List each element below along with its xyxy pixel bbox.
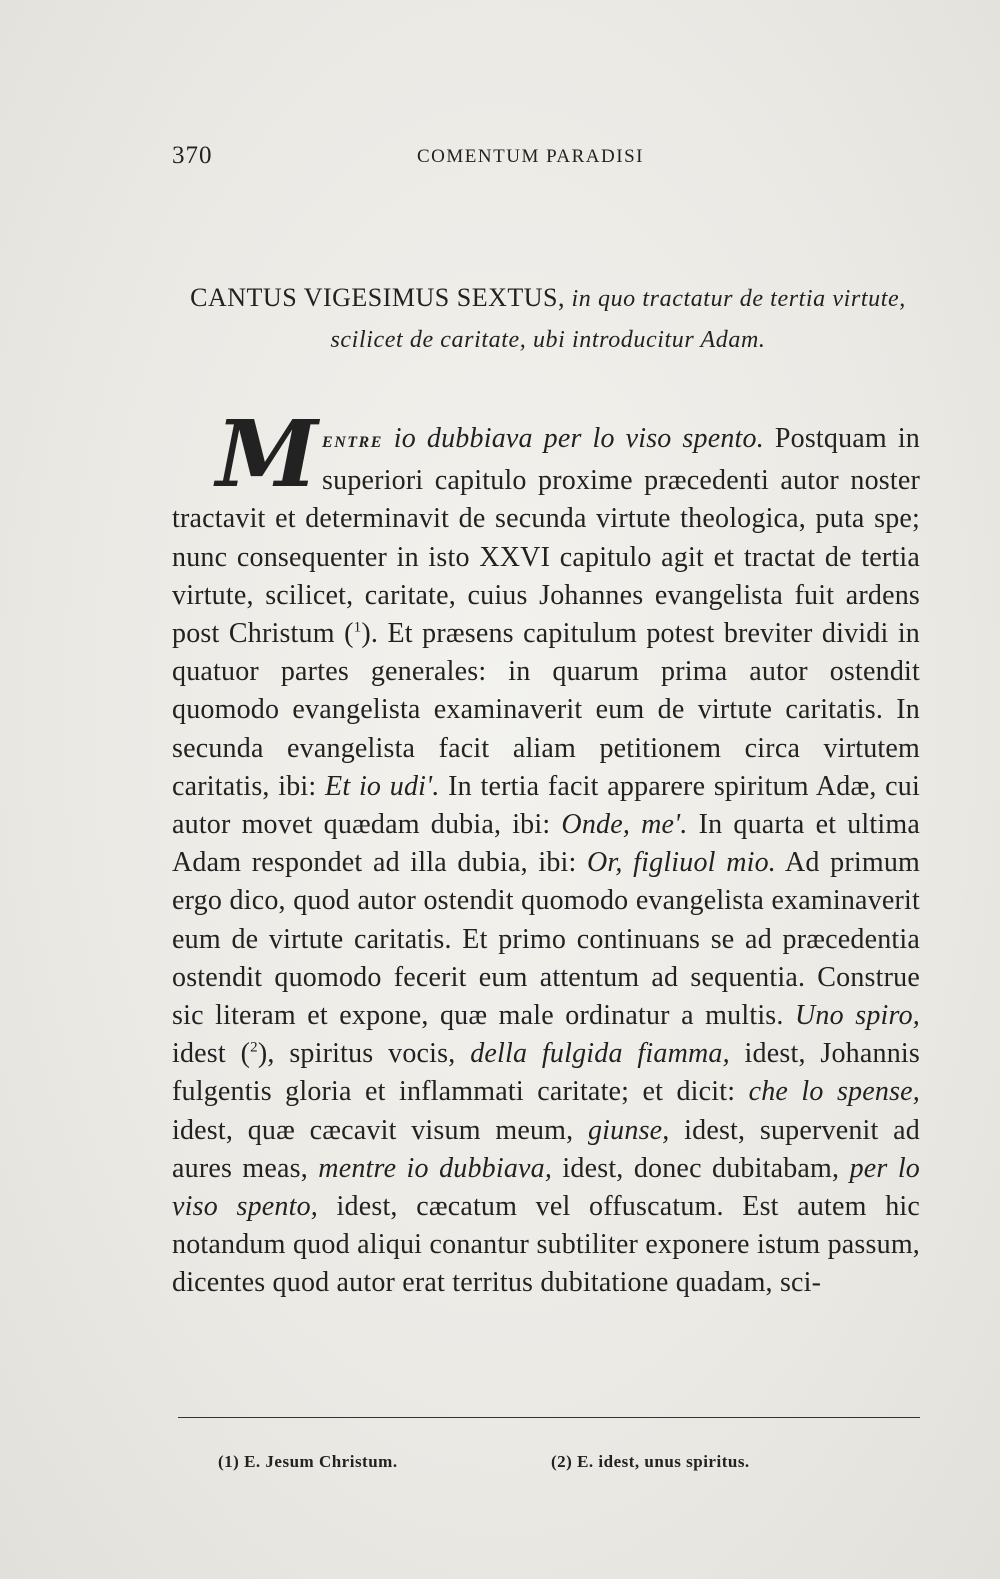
footnote-ref-1: 1 [353, 619, 362, 636]
quote-segment: mentre io dubbiava, [318, 1152, 553, 1184]
quote-segment: per lo viso spento, [172, 1152, 921, 1223]
footnote-2: (2) E. idest, unus spiritus. [551, 1452, 750, 1471]
incipit-smallcaps: ENTRE [322, 434, 383, 451]
drop-cap: M [216, 400, 319, 508]
text-segment: idest ( [172, 1038, 251, 1070]
quote-segment: Onde, me'. [561, 809, 688, 841]
text-segment: Ad primum ergo dico, quod autor ostendit quomodo evangelista examinaverit eum de virtute caritatis. Et primo continuans se ad præcedentia ostendit quomodo fecerit eum attentum ad sequentia. Construe sic literam et expone, quæ male ordinatur a multis. [172, 847, 921, 1032]
canto-subtitle: in quo tractatur de tertia virtute, scilicet de caritate, ubi introducitur Adam. [330, 286, 906, 353]
quote-segment: giunse, [587, 1114, 670, 1146]
page-header [172, 142, 920, 176]
page-number: 370 [172, 142, 213, 169]
quote-segment: della fulgida fiamma, [470, 1038, 730, 1070]
text-segment: idest, supervenit ad aures meas, [172, 1114, 920, 1184]
quote-segment: Or, figliuol mio. [587, 847, 776, 879]
quote-segment: Uno spiro, [795, 1000, 920, 1032]
text-segment: idest, donec dubitabam, [552, 1152, 850, 1184]
footnote-ref-2: 2 [250, 1039, 258, 1056]
footnote-divider [178, 1417, 920, 1418]
text-segment: idest, cæcatum vel offuscatum. Est autem hic notandum quod aliqui conantur subtiliter exponere istum passum, dicentes quod autor erat territus dubitatione quadam, sci- [172, 1191, 921, 1299]
text-segment: ), spiritus vocis, [257, 1038, 471, 1070]
commentary-text [172, 400, 921, 1303]
text-segment: idest, Johannis fulgentis gloria et inflammati caritate; et dicit: [172, 1038, 920, 1108]
running-title: COMENTUM PARADISI [417, 146, 644, 167]
quote-segment: che lo spense, [748, 1076, 920, 1108]
canto-title: CANTUS VIGESIMUS SEXTUS, [190, 283, 566, 312]
text-segment: Postquam in superiori capitulo proxime præcedenti autor noster tractavit et determinavit de secunda virtute theologica, puta spe; nunc consequenter in isto XXVI capitulo agit et tractat de tertia virtute, scilicet, caritate, cuius Johannes evangelista fuit ardens post Christum ( [172, 423, 920, 650]
incipit-quote: io dubbiava per lo viso spento. [382, 423, 764, 454]
text-segment: In tertia facit apparere spiritum Adæ, cui autor movet quædam dubia, ibi: [172, 770, 920, 841]
footnote-1: (1) E. Jesum Christum. [218, 1452, 398, 1471]
text-segment: In quarta et ultima Adam respondet ad illa dubia, ibi: [172, 809, 920, 879]
canto-heading [176, 278, 920, 360]
text-segment: idest, quæ cæcavit visum meum, [172, 1114, 588, 1146]
quote-segment: Et io udi'. [325, 770, 440, 802]
text-segment: ). Et præsens capitulum potest breviter dividi in quatuor partes generales: in quarum prima autor ostendit quomodo evangelista examinaverit eum de virtute caritatis. In secunda evangelista facit aliam petitionem circa virtutem caritatis, ibi: [172, 618, 921, 802]
